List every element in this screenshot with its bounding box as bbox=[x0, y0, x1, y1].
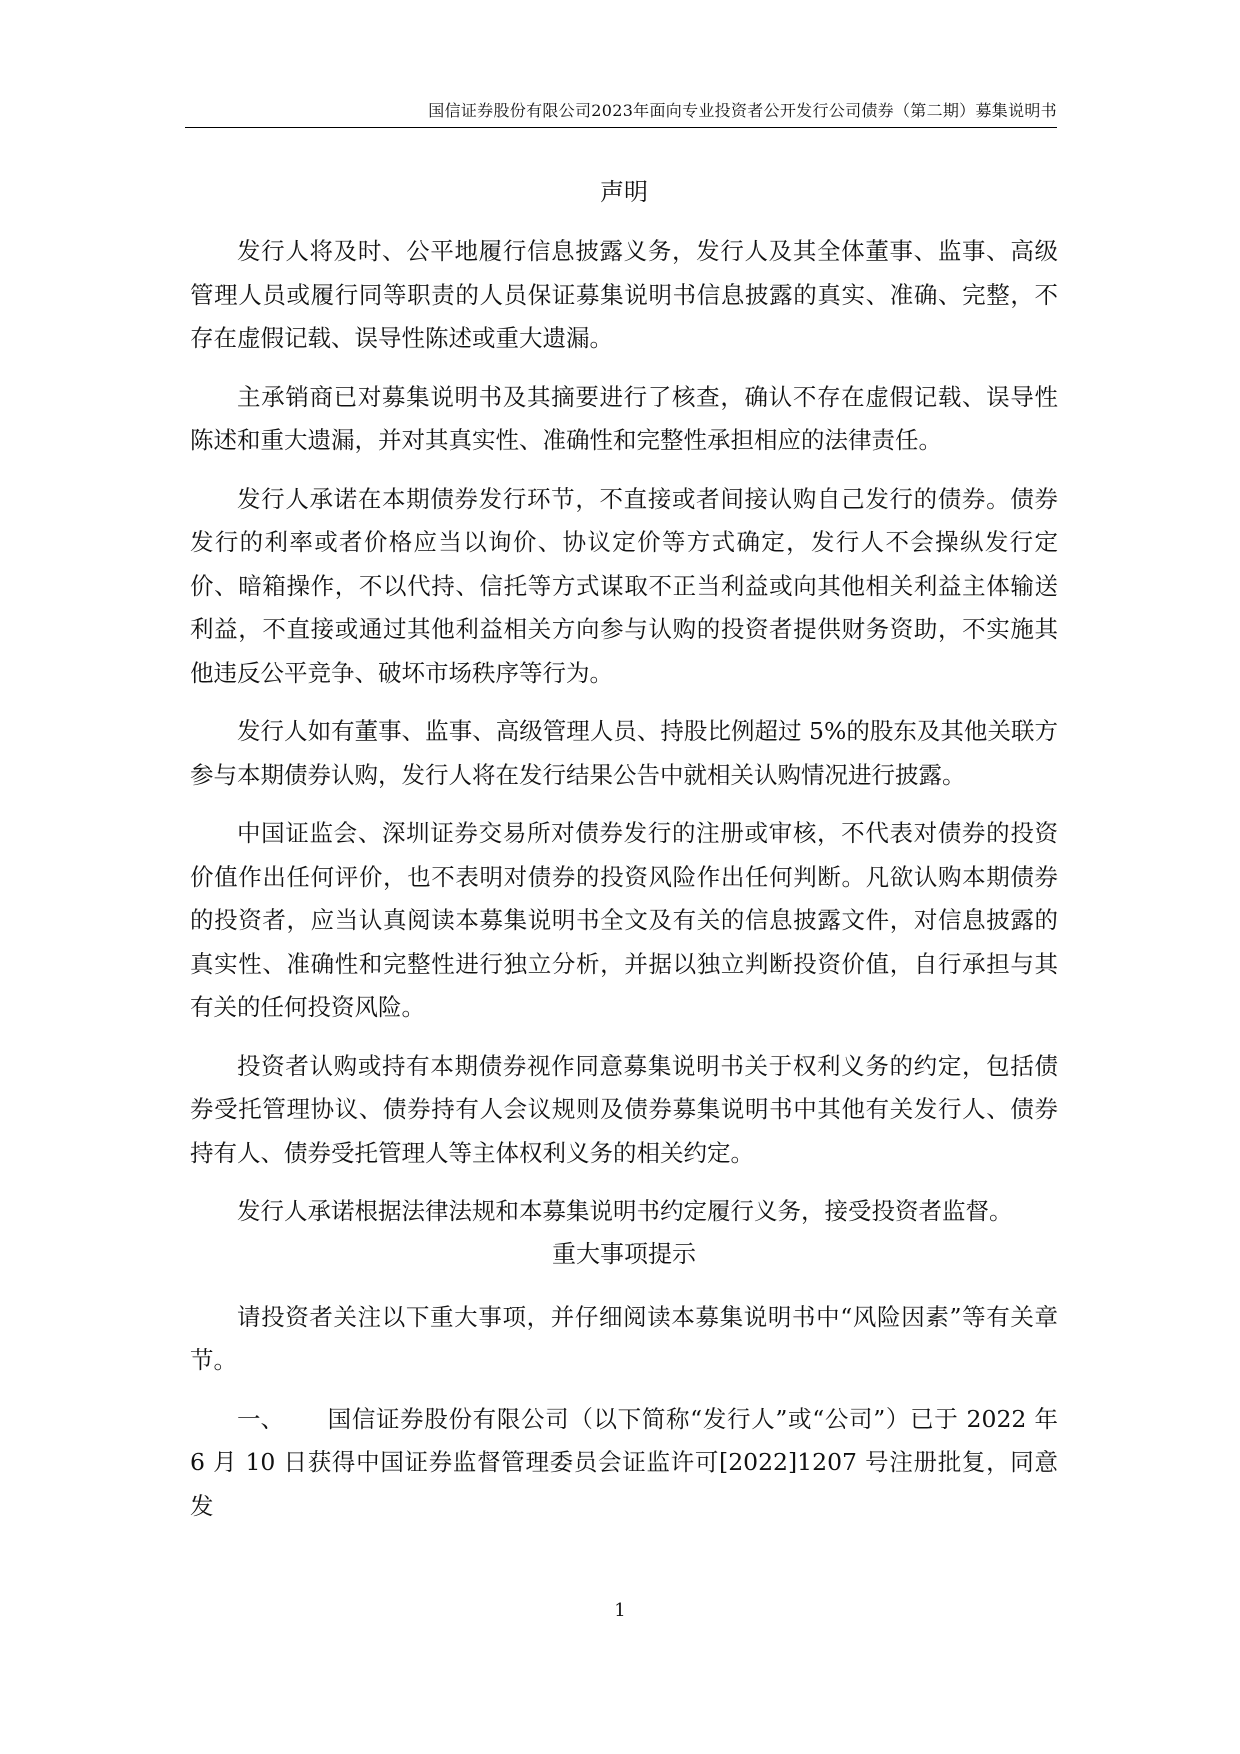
declaration-paragraph-3: 发行人承诺在本期债券发行环节，不直接或者间接认购自己发行的债券。债券发行的利率或者价格应当以询价、协议定价等方式确定，发行人不会操纵发行定价、暗箱操作，不以代持、信托等方式谋取不正当利益或向其他相关利益主体输送利益，不直接或通过其他利益相关方向参与认购的投资者提供财务资助，不实施其他违反公平竞争、破坏市场秩序等行为。 bbox=[190, 484, 1058, 687]
header-rule bbox=[185, 127, 1057, 128]
declaration-paragraph-7: 发行人承诺根据法律法规和本募集说明书约定履行义务，接受投资者监督。 bbox=[237, 1197, 1013, 1225]
declaration-paragraph-4: 发行人如有董事、监事、高级管理人员、持股比例超过 5%的股东及其他关联方参与本期债券认购，发行人将在发行结果公告中就相关认购情况进行披露。 bbox=[190, 717, 1058, 789]
declaration-paragraph-1: 发行人将及时、公平地履行信息披露义务，发行人及其全体董事、监事、高级管理人员或履行同等职责的人员保证募集说明书信息披露的真实、准确、完整，不存在虚假记载、误导性陈述或重大遗漏。 bbox=[190, 237, 1058, 352]
declaration-paragraph-2: 主承销商已对募集说明书及其摘要进行了核查，确认不存在虚假记载、误导性陈述和重大遗漏，并对其真实性、准确性和完整性承担相应的法律责任。 bbox=[190, 382, 1058, 454]
list-item-label: 一、 bbox=[237, 1404, 284, 1433]
major-matters-item-1 bbox=[190, 1398, 1058, 1529]
list-item-text: 国信证券股份有限公司（以下简称“发行人”或“公司”）已于 2022 年 6 月 10 日获得中国证券监督管理委员会证监许可[2022]1207 号注册批复，同意发 bbox=[190, 1404, 1058, 1520]
major-matters-intro: 请投资者关注以下重大事项，并仔细阅读本募集说明书中“风险因素”等有关章节。 bbox=[190, 1302, 1058, 1374]
declaration-paragraph-5: 中国证监会、深圳证券交易所对债券发行的注册或审核，不代表对债券的投资价值作出任何评价，也不表明对债券的投资风险作出任何判断。凡欲认购本期债券的投资者，应当认真阅读本募集说明书全文及有关的信息披露文件，对信息披露的真实性、准确性和完整性进行独立分析，并据以独立判断投资价值，自行承担与其有关的任何投资风险。 bbox=[190, 819, 1058, 1021]
page-number: 1 bbox=[614, 1600, 626, 1621]
running-header: 国信证券股份有限公司2023年面向专业投资者公开发行公司债券（第二期）募集说明书 bbox=[428, 101, 1057, 120]
declaration-paragraph-6: 投资者认购或持有本期债券视作同意募集说明书关于权利义务的约定，包括债券受托管理协议、债券持有人会议规则及债券募集说明书中其他有关发行人、债券持有人、债券受托管理人等主体权利义务的相关约定。 bbox=[190, 1051, 1058, 1167]
section-title-declaration: 声明 bbox=[600, 178, 648, 206]
section-title-major-matters: 重大事项提示 bbox=[552, 1239, 696, 1268]
document-body bbox=[190, 172, 1058, 1528]
